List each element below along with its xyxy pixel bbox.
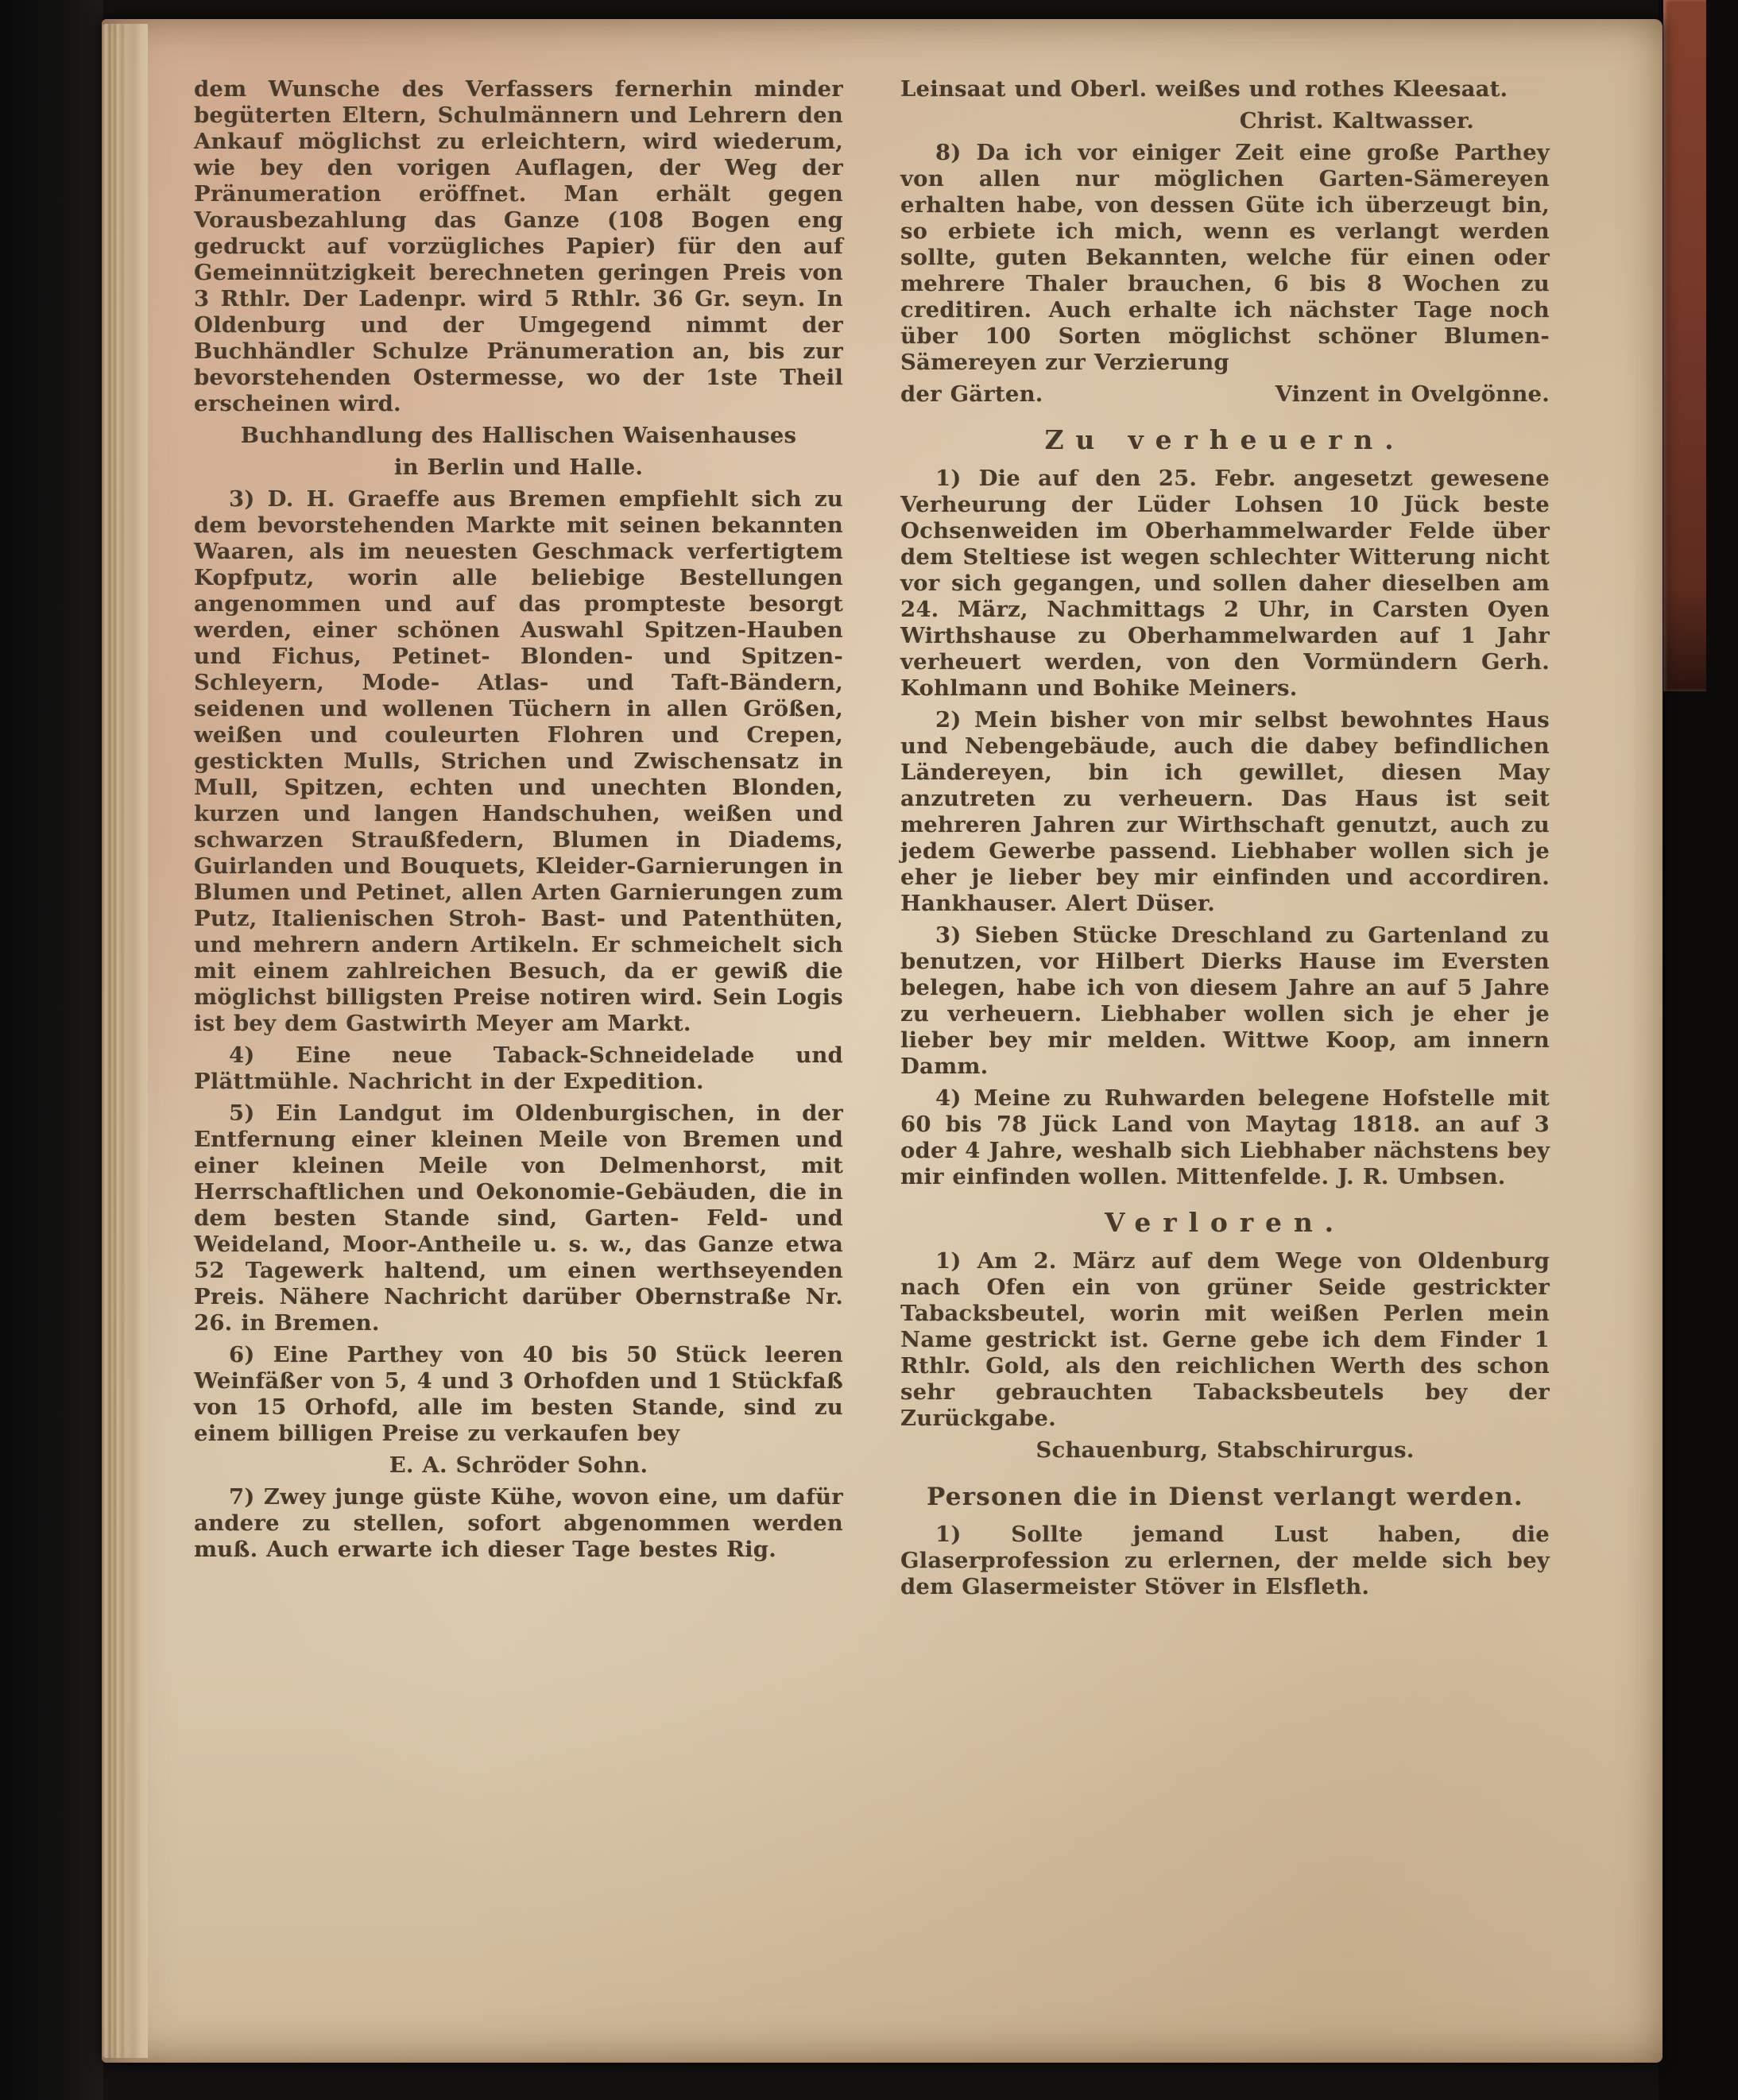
- paragraph: dem Wunsche des Verfassers fernerhin minder begüterten Eltern, Schulmännern und Lehrern den Ankauf möglichst zu erleichtern, wird wiederum, wie bey den vorigen Auflagen, der Weg der Pränumeration eröffnet. Man erhält gegen Vorausbezahlung das Ganze (108 Bogen eng gedruckt auf vorzügliches Papier) für den auf Gemeinnützigkeit berechneten geringen Preis von 3 Rthlr. Der Ladenpr. wird 5 Rthlr. 36 Gr. seyn. In Oldenburg und der Umgegend nimmt der Buchhändler Schulze Pränumeration an, bis zur bevorstehenden Ostermesse, wo der 1ste Theil erscheinen wird.: [194, 76, 843, 416]
- paragraph: 3) Sieben Stücke Dreschland zu Gartenland zu benutzen, vor Hilbert Dierks Hause im Eversten belegen, habe ich von diesem Jahre an auf 5 Jahre zu verheuern. Liebhaber wollen sich je eher je lieber bey mir melden. Wittwe Koop, am innern Damm.: [900, 922, 1550, 1079]
- section-heading: Personen die in Dienst verlangt werden.: [927, 1483, 1523, 1511]
- scan-background-left: [0, 0, 103, 2100]
- paragraph: 3) D. H. Graeffe aus Bremen empfiehlt sich zu dem bevorstehenden Markte mit seinen bekannten Waaren, als im neuesten Geschmack verfertigtem Kopfputz, worin alle beliebige Bestellungen angenommen und auf das prompteste besorgt werden, einer schönen Auswahl Spitzen-Hauben und Fichus, Petinet- Blonden- und Spitzen-Schleyern, Mode- Atlas- und Taft-Bändern, seidenen und wollenen Tüchern in allen Größen, weißen und couleurten Flohren und Crepen, gestickten Mulls, Strichen und Zwischensatz in Mull, Spitzen, echten und unechten Blonden, kurzen und langen Handschuhen, weißen und schwarzen Straußfedern, Blumen in Diadems, Guirlanden und Bouquets, Kleider-Garnierungen in Blumen und Petinet, allen Arten Garnierungen zum Putz, Italienischen Stroh- Bast- und Patenthüten, und mehrern andern Artikeln. Er schmeichelt sich mit einem zahlreichen Besuch, da er gewiß die möglichst billigsten Preise notiren wird. Sein Logis ist bey dem Gastwirth Meyer am Markt.: [194, 486, 843, 1036]
- paragraph: 8) Da ich vor einiger Zeit eine große Parthey von allen nur möglichen Garten-Sämereyen erhalten habe, von dessen Güte ich überzeugt bin, so erbiete ich mich, wenn es verlangt werden sollte, guten Bekannten, welche für einen oder mehrere Thaler brauchen, 6 bis 8 Wochen zu creditiren. Auch erhalte ich nächster Tage noch über 100 Sorten möglichst schöner Blumen-Sämereyen zur Verzierung: [900, 140, 1550, 375]
- paragraph: 1) Die auf den 25. Febr. angesetzt gewesene Verheurung der Lüder Lohsen 10 Jück beste Ochsenweiden im Oberhammelwarder Felde über dem Steltiese ist wegen schlechter Witterung nicht vor sich gegangen, und sollen daher dieselben am 24. März, Nachmittags 2 Uhr, in Carsten Oyen Wirthshause zu Oberhammelwarden auf 1 Jahr verheuert werden, von den Vormündern Gerh. Kohlmann und Bohike Meiners.: [900, 466, 1550, 701]
- paragraph: 7) Zwey junge güste Kühe, wovon eine, um dafür andere zu stellen, sofort abgenommen werden muß. Auch erwarte ich dieser Tage bestes Rig.: [194, 1484, 843, 1562]
- paragraph: Leinsaat und Oberl. weißes und rothes Kleesaat.: [900, 76, 1508, 102]
- paragraph: 6) Eine Parthey von 40 bis 50 Stück leeren Weinfäßer von 5, 4 und 3 Orhofden und 1 Stückfaß von 15 Orhofd, alle im besten Stande, sind zu einem billigen Preise zu verkaufen bey: [194, 1342, 843, 1446]
- paragraph: 4) Meine zu Ruhwarden belegene Hofstelle mit 60 bis 78 Jück Land von Maytag 1818. an auf 3 oder 4 Jahre, weshalb sich Liebhaber nächstens bey mir einfinden wollen. Mittenfelde. J. R. Umbsen.: [900, 1085, 1550, 1189]
- section-heading: Zu verheuern.: [1044, 424, 1406, 455]
- row-right-text: Vinzent in Ovelgönne.: [1275, 381, 1550, 407]
- right-column: [900, 76, 1550, 1606]
- signature-line: Christ. Kaltwasser.: [1239, 108, 1474, 133]
- paragraph: 5) Ein Landgut im Oldenburgischen, in der Entfernung einer kleinen Meile von Bremen und einer kleinen Meile von Delmenhorst, mit Herrschaftlichen und Oekonomie-Gebäuden, die in dem besten Stande sind, Garten- Feld- und Weideland, Moor-Antheile u. s. w., das Ganze etwa 52 Tagewerk haltend, um einen werthseyenden Preis. Nähere Nachricht darüber Obernstraße Nr. 26. in Bremen.: [194, 1100, 843, 1336]
- left-column: [194, 76, 843, 1606]
- page-content: [194, 76, 1550, 1606]
- row-left-text: der Gärten.: [900, 381, 1043, 407]
- newspaper-page: [102, 19, 1663, 2063]
- book-cover-edge: [1663, 0, 1706, 691]
- section-heading: Verloren.: [1104, 1207, 1346, 1238]
- paragraph: 1) Am 2. März auf dem Wege von Oldenburg nach Ofen ein von grüner Seide gestrickter Tabacksbeutel, worin mit weißen Perlen mein Name gestrickt ist. Gerne gebe ich dem Finder 1 Rthlr. Gold, als den reichlichen Werth des schon sehr gebrauchten Tabacksbeutels bey der Zurückgabe.: [900, 1248, 1550, 1431]
- paragraph: 4) Eine neue Taback-Schneidelade und Plättmühle. Nachricht in der Expedition.: [194, 1042, 843, 1094]
- signature-line: Buchhandlung des Hallischen Waisenhauses: [240, 423, 797, 448]
- paragraph: 2) Mein bisher von mir selbst bewohntes Haus und Nebengebäude, auch die dabey befindlichen Ländereyen, bin ich gewillet, diesen May anzutreten zu verheuern. Das Haus ist seit mehreren Jahren zur Wirthschaft genutzt, auch zu jedem Gewerbe passend. Liebhaber wollen sich je eher je lieber bey mir einfinden und accordiren. Hankhauser. Alert Düser.: [900, 707, 1550, 916]
- signature-line: Schauenburg, Stabschirurgus.: [1035, 1437, 1415, 1463]
- signature-line: in Berlin und Halle.: [393, 454, 644, 480]
- page-stack-edges: [102, 24, 148, 2058]
- signature-line: E. A. Schröder Sohn.: [389, 1452, 648, 1478]
- signature-row: [900, 381, 1550, 408]
- paragraph: 1) Sollte jemand Lust haben, die Glaserprofession zu erlernen, der melde sich bey dem Glasermeister Stöver in Elsfleth.: [900, 1522, 1550, 1599]
